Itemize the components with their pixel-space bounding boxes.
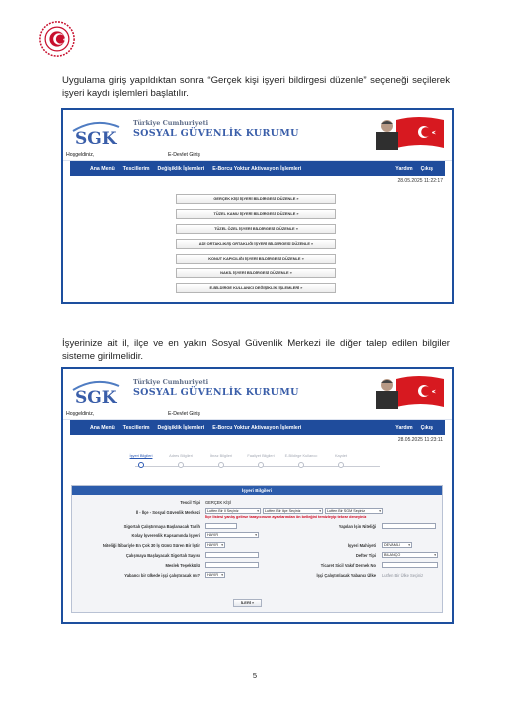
sigortali-sayisi-label: Çalışmaya Başlayacak Sigortalı Sayısı xyxy=(125,553,200,558)
nav-tescillerim[interactable]: Tescillerim xyxy=(122,424,150,431)
ilce-cache-warning: İlçe listesi yanlış gelirse tarayıcınızın ayarlarından ön belleğini temizleyip tekrar deneyiniz xyxy=(205,515,367,519)
main-nav xyxy=(70,161,445,176)
instruction-paragraph-2: İşyerinize ait il, ilçe ve en yakın Sosyal Güvenlik Merkezi ile diğer talep edilen bilgiler sisteme girilmelidir. xyxy=(62,338,450,362)
next-button[interactable]: İLERİ » xyxy=(233,599,262,607)
main-nav xyxy=(70,420,445,435)
ticaret-sicil-label: Ticaret Sicil Vakıf Dernek No xyxy=(320,563,376,568)
nav-tescillerim[interactable]: Tescillerim xyxy=(122,165,150,172)
e-devlet-login-link[interactable]: E-Devlet Giriş xyxy=(168,411,200,417)
nav-degisiklik-islemleri[interactable]: Değişiklik İşlemleri xyxy=(157,165,205,172)
ministry-emblem-logo xyxy=(38,20,76,58)
institution-line-1: Türkiye Cumhuriyeti xyxy=(133,119,209,127)
kolay-isverenlik-select[interactable]: HAYIR ▾ xyxy=(205,532,259,538)
flag-portrait-image xyxy=(366,373,444,409)
form-title: İşyeri Bilgileri xyxy=(72,486,442,495)
yabanci-ulke-question-label: Yabancı bir ülkede işçi çalıştıracak mı? xyxy=(124,573,200,578)
wizard-steps xyxy=(113,449,402,477)
ilce-select[interactable]: Lutfen Bir İlçe Seçiniz ▾ xyxy=(263,508,323,514)
niteligi-itibariyle-label: Niteliği İtibariyle En Çok 30 İş Günü Süren Bir İştir xyxy=(102,543,200,548)
calisma-tarihi-input[interactable] xyxy=(205,523,237,529)
step-faaliyet-bilgileri[interactable]: Faaliyet Bilgileri xyxy=(241,453,281,468)
flag-portrait-image xyxy=(366,114,444,150)
nav-yardim[interactable]: Yardım xyxy=(395,424,413,431)
defter-tipi-select[interactable]: BİLANÇO ▾ xyxy=(382,552,438,558)
gercek-kisi-declaration-button[interactable]: GERÇEK KİŞİ İŞYERİ BİLDİRGESİ DÜZENLE » xyxy=(176,194,336,204)
meslek-tesekkulu-label: Meslek Teşekkülü xyxy=(165,563,200,568)
sgk-logo xyxy=(71,378,121,406)
sigortali-sayisi-input[interactable] xyxy=(205,552,259,558)
il-ilce-sgm-label: İl - İlçe - Sosyal Güvenlik Merkezi xyxy=(135,510,200,515)
yapilan-is-input[interactable] xyxy=(382,523,436,529)
portal-screenshot-workplace-form xyxy=(61,367,454,624)
institution-line-1: Türkiye Cumhuriyeti xyxy=(133,378,209,386)
nakil-declaration-button[interactable]: NAKİL İŞYERİ BİLDİRGESİ DÜZENLE » xyxy=(176,268,336,278)
yapilan-is-label: Yapılan İşin Niteliği xyxy=(338,524,376,529)
svg-text:SGK: SGK xyxy=(75,388,117,406)
calisma-tarihi-label: Sigortalı Çalıştırmaya Başlanacak Tarih xyxy=(123,524,200,529)
step-kaydet[interactable]: Kaydet xyxy=(321,453,361,468)
welcome-text: Hoşgeldiniz, xyxy=(66,411,95,417)
kolay-isverenlik-label: Kolay İşverenlik Kapsamında İşyeri xyxy=(131,533,200,538)
nav-ana-menu[interactable]: Ana Menü xyxy=(90,165,115,172)
nav-ana-menu[interactable]: Ana Menü xyxy=(90,424,115,431)
meslek-tesekkulu-input[interactable] xyxy=(205,562,259,568)
nav-cikis[interactable]: Çıkış xyxy=(420,165,433,172)
declaration-options-list xyxy=(176,194,336,298)
isyeri-mahiyeti-select[interactable]: DEVAMLI ▾ xyxy=(382,542,412,548)
institution-line-2: SOSYAL GÜVENLİK KURUMU xyxy=(133,128,299,139)
nav-cikis[interactable]: Çıkış xyxy=(420,424,433,431)
welcome-bar xyxy=(63,411,452,420)
ticaret-sicil-input[interactable] xyxy=(382,562,438,568)
yabanci-ulke-select[interactable]: HAYIR ▾ xyxy=(205,572,225,578)
instruction-paragraph-1: Uygulama giriş yapıldıktan sonra “Gerçek kişi işyeri bildirgesi düzenle” seçeneği seçilerek işyeri kaydı işlemleri başlatılır. xyxy=(62,75,450,99)
nav-degisiklik-islemleri[interactable]: Değişiklik İşlemleri xyxy=(157,424,205,431)
nav-e-borcu-yoktur[interactable]: E-Borcu Yoktur Aktivasyon İşlemleri xyxy=(212,424,302,431)
konut-kapiciligi-declaration-button[interactable]: KONUT KAPICILIĞI İŞYERİ BİLDİRGESİ DÜZENLE » xyxy=(176,254,336,264)
yabanci-ulke-placeholder[interactable]: Lutfen Bir Ülke Seçiniz xyxy=(382,573,424,578)
workplace-info-form xyxy=(71,485,443,613)
yabanci-ulke-label: İşçi Çalıştırılacak Yabancı Ülke xyxy=(316,573,376,578)
welcome-text: Hoşgeldiniz, xyxy=(66,152,95,158)
adi-ortaklik-declaration-button[interactable]: ADİ ORTAKLIK/İŞ ORTAKLIĞI İŞYERİ BİLDİRGESİ DÜZENLE » xyxy=(176,239,336,249)
tescil-tipi-label: Tescil Tipi xyxy=(180,500,200,505)
defter-tipi-label: Defter Tipi xyxy=(355,553,376,558)
niteligi-itibariyle-select[interactable]: HAYIR ▾ xyxy=(205,542,225,548)
step-e-bildirge-kullanici[interactable]: E-Bildirge Kullanıcı xyxy=(281,453,321,468)
step-ibraz-bilgileri[interactable]: İbraz Bilgileri xyxy=(201,453,241,468)
step-adres-bilgileri[interactable]: Adres Bilgileri xyxy=(161,453,201,468)
nav-e-borcu-yoktur[interactable]: E-Borcu Yoktur Aktivasyon İşlemleri xyxy=(212,165,302,172)
e-bildirge-user-change-button[interactable]: E-BİLDİRGE KULLANICI DEĞİŞİKLİK İŞLEMLERİ » xyxy=(176,283,336,293)
datetime-stamp: 28.05.2025 11:22:17 xyxy=(397,178,443,184)
e-devlet-login-link[interactable]: E-Devlet Giriş xyxy=(168,152,200,158)
tescil-tipi-value: GERÇEK KİŞİ xyxy=(205,500,232,505)
nav-yardim[interactable]: Yardım xyxy=(395,165,413,172)
svg-text:SGK: SGK xyxy=(75,129,117,147)
step-isyeri-bilgileri[interactable]: İşyeri Bilgileri xyxy=(121,453,161,468)
portal-screenshot-declarations xyxy=(61,108,454,304)
isyeri-mahiyeti-label: İşyeri Mahiyeti xyxy=(347,543,376,548)
page-number: 5 xyxy=(252,671,258,680)
sgm-select[interactable]: Lutfen Bir SGM Seçiniz ▾ xyxy=(325,508,383,514)
tuzel-ozel-declaration-button[interactable]: TÜZEL ÖZEL İŞYERİ BİLDİRGESİ DÜZENLE » xyxy=(176,224,336,234)
portal-header xyxy=(63,369,452,411)
il-select[interactable]: Lutfen Bir İl Seçiniz ▾ xyxy=(205,508,261,514)
institution-line-2: SOSYAL GÜVENLİK KURUMU xyxy=(133,387,299,398)
portal-header xyxy=(63,110,452,152)
tuzel-kamu-declaration-button[interactable]: TÜZEL KAMU İŞYERİ BİLDİRGESİ DÜZENLE » xyxy=(176,209,336,219)
sgk-logo xyxy=(71,119,121,147)
datetime-stamp: 28.05.2025 11:23:11 xyxy=(397,437,443,443)
welcome-bar xyxy=(63,152,452,161)
